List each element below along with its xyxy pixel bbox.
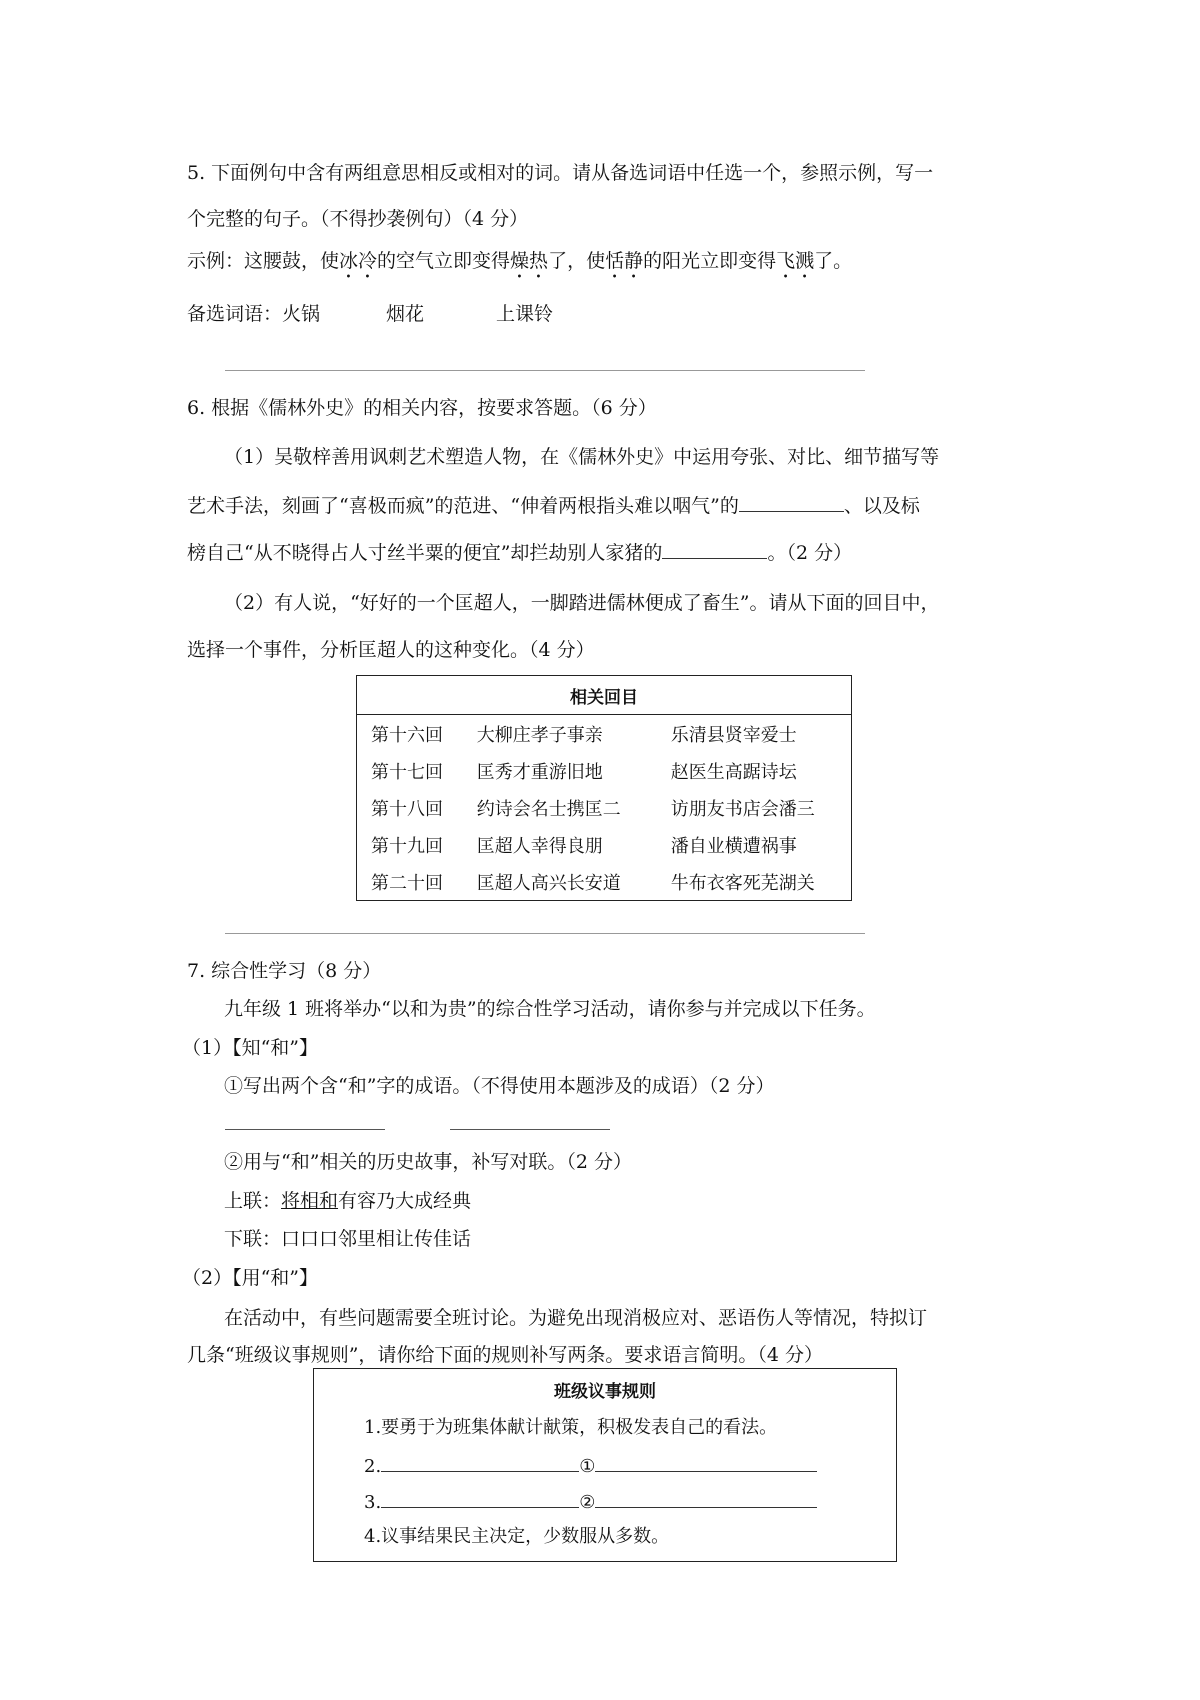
class-rules-box [313, 1368, 897, 1562]
blank-marker: ② [579, 1492, 596, 1513]
idiom-answer-line[interactable] [450, 1129, 610, 1130]
example-text: 的阳光立即变得 [643, 250, 777, 272]
q6-part1-line2 [187, 493, 920, 519]
option-word: 上课铃 [496, 303, 554, 325]
fill-blank[interactable] [662, 540, 767, 559]
chapter-number: 第二十回 [371, 872, 443, 894]
chapter-title-b: 牛布衣客死芜湖关 [670, 872, 815, 894]
chapter-title-a: 匡秀才重游旧地 [476, 761, 603, 783]
q7-stem: 7. 综合性学习（8 分） [187, 960, 382, 982]
chapter-title-a: 约诗会名士携匡二 [476, 798, 621, 820]
rule-blank[interactable] [381, 1453, 579, 1472]
q7-section2-line1: 在活动中，有些问题需要全班讨论。为避免出现消极应对、恶语伤人等情况，特拟订 [224, 1307, 928, 1329]
fill-blank[interactable] [739, 493, 844, 512]
example-emphasis-word: 恬静 [605, 250, 644, 272]
chapter-title-b: 潘自业横遭祸事 [670, 835, 797, 857]
rule-number: 2. [364, 1456, 382, 1477]
table-row [357, 715, 852, 753]
example-emphasis-word: 冰冷 [339, 250, 378, 272]
rule-blank[interactable] [381, 1489, 579, 1508]
answer-line[interactable] [225, 933, 865, 934]
chapter-table [356, 675, 852, 901]
rule-item [364, 1453, 817, 1480]
idiom-answer-line[interactable] [225, 1129, 385, 1130]
options-label: 备选词语： [187, 303, 283, 325]
q6-part1-line1: （1）吴敬梓善用讽刺艺术塑造人物，在《儒林外史》中运用夸张、对比、细节描写等 [224, 446, 940, 468]
q7-task1: ①写出两个含“和”字的成语。（不得使用本题涉及的成语）（2 分） [224, 1075, 775, 1097]
rule-number: 3. [364, 1492, 382, 1513]
rule-item [364, 1489, 817, 1516]
class-rules-title: 班级议事规则 [554, 1382, 656, 1402]
table-row [357, 863, 852, 901]
chapter-number: 第十八回 [371, 798, 443, 820]
q5-stem-line1: 5. 下面例句中含有两组意思相反或相对的词。请从备选词语中任选一个，参照示例，写一 [187, 162, 934, 184]
blank-marker: ① [579, 1456, 596, 1477]
example-suffix: 了。 [814, 250, 853, 272]
couplet-text: 有容乃大成经典 [338, 1190, 472, 1212]
q6-part2-line1: （2）有人说，“好好的一个匡超人，一脚踏进儒林便成了畜生”。请从下面的回目中， [224, 592, 940, 614]
option-word: 烟花 [386, 303, 425, 325]
chapter-title-b: 乐清县贤宰爱士 [670, 724, 797, 746]
q7-task2: ②用与“和”相关的历史故事，补写对联。（2 分） [224, 1151, 633, 1173]
q6-part1-line3 [187, 540, 852, 566]
q5-example [187, 248, 852, 283]
q5-options [187, 301, 553, 327]
q6-part1-text: 榜自己“从不晓得占人寸丝半粟的便宜”却拦劫别人家猪的 [187, 542, 663, 564]
couplet-label: 上联： [224, 1190, 282, 1212]
option-word: 火锅 [282, 303, 321, 325]
q6-part2-line2: 选择一个事件，分析匡超人的这种变化。（4 分） [187, 639, 595, 661]
q7-intro: 九年级 1 班将举办“以和为贵”的综合性学习活动，请你参与并完成以下任务。 [224, 998, 876, 1020]
chapter-number: 第十七回 [371, 761, 443, 783]
q7-section2-line2: 几条“班级议事规则”，请你给下面的规则补写两条。要求语言简明。（4 分） [187, 1344, 824, 1366]
answer-line[interactable] [225, 370, 865, 371]
q6-part1-text: 、以及标 [843, 495, 920, 517]
chapter-title-b: 访朋友书店会潘三 [670, 798, 815, 820]
chapter-title-a: 大柳庄孝子事亲 [476, 724, 603, 746]
q6-part1-text: 艺术手法，刻画了“喜极而疯”的范进、“伸着两根指头难以咽气”的 [187, 495, 739, 517]
table-row [357, 826, 852, 863]
example-prefix: 示例：这腰鼓，使 [187, 250, 340, 272]
table-row [357, 752, 852, 789]
rule-blank[interactable] [595, 1489, 817, 1508]
chapter-title-a: 匡超人幸得良朋 [476, 835, 603, 857]
rule-item: 4.议事结果民主决定，少数服从多数。 [364, 1526, 670, 1547]
example-emphasis-word: 飞溅 [776, 250, 815, 272]
couplet-lower: 下联：口口口邻里相让传佳话 [224, 1228, 472, 1250]
q5-stem-line2: 个完整的句子。（不得抄袭例句）（4 分） [187, 208, 529, 230]
example-text: 了，使 [548, 250, 606, 272]
chapter-table-title: 相关回目 [357, 676, 852, 715]
example-emphasis-word: 燥热 [510, 250, 549, 272]
q7-section2-title: （2）【用“和”】 [182, 1267, 319, 1289]
rule-blank[interactable] [595, 1453, 817, 1472]
chapter-number: 第十九回 [371, 835, 443, 857]
table-row [357, 789, 852, 826]
chapter-number: 第十六回 [371, 724, 443, 746]
rule-item: 1.要勇于为班集体献计献策，积极发表自己的看法。 [364, 1417, 778, 1438]
couplet-underlined: 将相和 [281, 1190, 339, 1212]
q7-section1-title: （1）【知“和”】 [182, 1037, 319, 1059]
chapter-title-a: 匡超人高兴长安道 [476, 872, 621, 894]
q6-stem: 6. 根据《儒林外史》的相关内容，按要求答题。（6 分） [187, 397, 657, 419]
example-text: 的空气立即变得 [377, 250, 511, 272]
couplet-upper [224, 1188, 471, 1214]
q6-part1-text: 。（2 分） [767, 542, 853, 564]
chapter-title-b: 赵医生高踞诗坛 [670, 761, 797, 783]
